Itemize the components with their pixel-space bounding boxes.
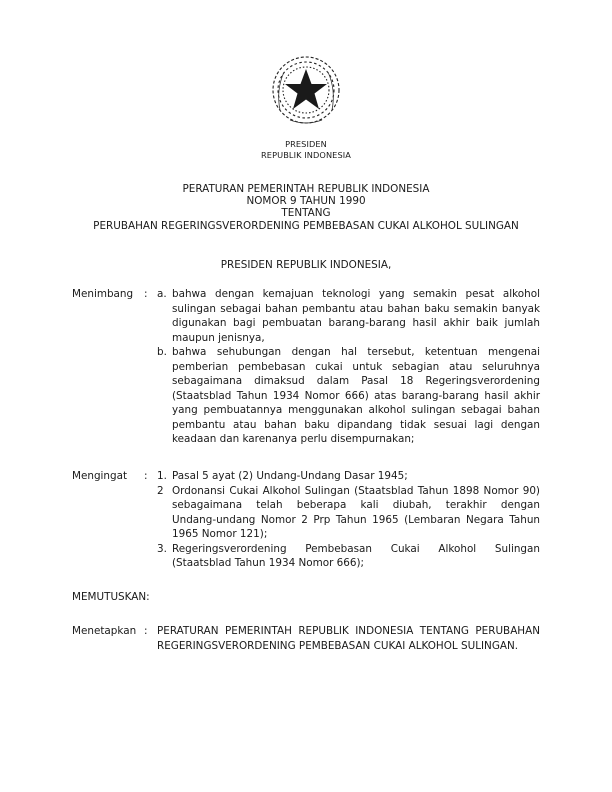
regulation-number: NOMOR 9 TAHUN 1990 bbox=[246, 195, 366, 207]
menetapkan-line: REGERINGSVERORDENING PEMBEBASAN CUKAI ALKOHOL SULINGAN. bbox=[157, 639, 519, 652]
list-marker: 1. bbox=[157, 470, 167, 482]
menimbang-b-line: (Staatsblad Tahun 1934 Nomor 666) atas barang-barang hasil akhir bbox=[172, 389, 540, 402]
regulation-subject: PERUBAHAN REGERINGSVERORDENING PEMBEBASAN CUKAI ALKOHOL SULINGAN bbox=[93, 220, 519, 232]
list-marker: 3. bbox=[157, 542, 167, 555]
menetapkan-colon: : bbox=[144, 625, 148, 637]
menimbang-b-line: keadaan dan karenanya perlu disempurnakan; bbox=[172, 433, 415, 445]
menimbang-a-line: digunakan bagi pembuatan barang-barang hasil akhir baik jumlah bbox=[172, 317, 540, 329]
menimbang-b-line: yang pembuatannya menggunakan alkohol sulingan sebagai bahan bbox=[172, 404, 540, 416]
menimbang-b-line: sebagaimana dimaksud dalam Pasal 18 Regeringsverordening bbox=[172, 375, 540, 387]
menimbang-b-line: bahwa sehubungan dengan hal tersebut, ketentuan mengenai bbox=[172, 346, 540, 358]
mengingat-2-line: Ordonansi Cukai Alkohol Sulingan (Staatsblad Tahun 1898 Nomor 90) bbox=[172, 484, 540, 497]
mengingat-colon: : bbox=[144, 470, 148, 482]
menimbang-colon: : bbox=[144, 288, 148, 300]
mengingat-2-line: Undang-undang Nomor 2 Prp Tahun 1965 (Lembaran Negara Tahun bbox=[172, 513, 540, 526]
preamble: PRESIDEN REPUBLIK INDONESIA, bbox=[220, 259, 392, 271]
presidential-emblem-icon bbox=[268, 52, 344, 128]
mengingat-3-line: Regeringsverordening Pembebasan Cukai Alkohol Sulingan bbox=[172, 542, 540, 555]
header-republik-indonesia: REPUBLIK INDONESIA bbox=[261, 150, 351, 160]
list-marker: b. bbox=[157, 346, 167, 358]
regulation-title: PERATURAN PEMERINTAH REPUBLIK INDONESIA bbox=[182, 183, 430, 195]
memutuskan-heading: MEMUTUSKAN: bbox=[72, 591, 150, 603]
menimbang-a-line: maupun jenisnya, bbox=[172, 331, 265, 344]
menimbang-a-line: bahwa dengan kemajuan teknologi yang semakin pesat alkohol bbox=[172, 288, 540, 300]
menetapkan-line: PERATURAN PEMERINTAH REPUBLIK INDONESIA TENTANG PERUBAHAN bbox=[157, 625, 540, 637]
menimbang-a-line: sulingan sebagai bahan pembantu atau bahan baku semakin banyak bbox=[172, 302, 540, 315]
menimbang-label: Menimbang bbox=[72, 288, 134, 300]
regulation-tentang: TENTANG bbox=[281, 207, 331, 219]
mengingat-label: Mengingat bbox=[72, 470, 128, 482]
list-marker: 2 bbox=[157, 484, 164, 497]
mengingat-1-line: Pasal 5 ayat (2) Undang-Undang Dasar 1945; bbox=[172, 470, 408, 482]
menetapkan-label: Menetapkan bbox=[72, 625, 137, 637]
header-presiden: PRESIDEN bbox=[285, 139, 327, 149]
menimbang-b-line: pemberian pembebasan cukai untuk sebagian atau seluruhnya bbox=[172, 360, 540, 373]
mengingat-2-line: 1965 Nomor 121); bbox=[172, 528, 268, 540]
list-marker: a. bbox=[157, 288, 167, 300]
mengingat-2-line: sebagaimana telah beberapa kali diubah, terakhir dengan bbox=[172, 499, 540, 511]
menimbang-b-line: pembantu atau bahan baku dipandang tidak sesuai lagi dengan bbox=[172, 418, 540, 431]
mengingat-3-line: (Staatsblad Tahun 1934 Nomor 666); bbox=[172, 557, 365, 569]
